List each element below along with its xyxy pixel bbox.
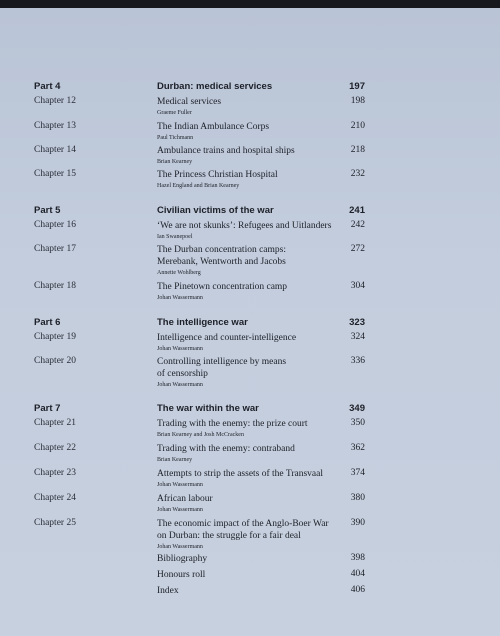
endmatter-title: Bibliography bbox=[157, 554, 208, 564]
chapter-label: Chapter 17 bbox=[34, 244, 76, 254]
chapter-page: 390 bbox=[350, 518, 365, 528]
chapter-author: Johan Wassermann bbox=[157, 382, 203, 388]
chapter-author: Johan Wassermann bbox=[157, 507, 203, 513]
chapter-title-line: Trading with the enemy: contraband bbox=[157, 444, 295, 454]
toc-page bbox=[0, 8, 500, 636]
part-label: Part 5 bbox=[34, 205, 61, 216]
chapter-label: Chapter 23 bbox=[34, 468, 76, 478]
chapter-title bbox=[157, 468, 352, 490]
part-title: Civilian victims of the war bbox=[157, 205, 274, 216]
chapter-author: Paul Tichmann bbox=[157, 135, 194, 141]
chapter-label: Chapter 19 bbox=[34, 332, 76, 342]
chapter-author: Graeme Fuller bbox=[157, 110, 192, 116]
part-title: Durban: medical services bbox=[157, 81, 273, 92]
chapter-title-line: Trading with the enemy: the prize court bbox=[157, 419, 308, 429]
chapter-label: Chapter 15 bbox=[34, 169, 76, 179]
chapter-page: 362 bbox=[350, 443, 365, 453]
part-label: Part 7 bbox=[34, 403, 61, 414]
chapter-title bbox=[157, 220, 352, 242]
chapter-author: Brian Kearney and Josh McCracken bbox=[157, 432, 244, 438]
chapter-author: Hazel England and Brian Kearney bbox=[157, 183, 240, 189]
part-label: Part 4 bbox=[34, 81, 61, 92]
chapter-page: 304 bbox=[350, 281, 365, 291]
part-page: 197 bbox=[349, 81, 365, 92]
chapter-title-line: Controlling intelligence by means bbox=[157, 357, 287, 367]
chapter-page: 272 bbox=[350, 244, 365, 254]
chapter-title-line: Intelligence and counter-intelligence bbox=[157, 333, 297, 343]
chapter-page: 324 bbox=[350, 332, 365, 342]
chapter-label: Chapter 21 bbox=[34, 418, 76, 428]
chapter-page: 232 bbox=[350, 169, 365, 179]
chapter-title bbox=[157, 332, 342, 354]
chapter-title-line: of censorship bbox=[157, 369, 208, 379]
chapter-page: 380 bbox=[350, 493, 365, 503]
part-page: 241 bbox=[349, 205, 365, 216]
chapter-page: 198 bbox=[350, 96, 365, 106]
part-title: The intelligence war bbox=[157, 317, 248, 328]
chapter-title-line: The Indian Ambulance Corps bbox=[157, 122, 270, 132]
chapter-title bbox=[157, 418, 342, 440]
chapter-label: Chapter 12 bbox=[34, 96, 76, 106]
part-page: 349 bbox=[349, 403, 365, 414]
chapter-title-line: ‘We are not skunks’: Refugees and Uitlanders bbox=[157, 221, 332, 231]
chapter-label: Chapter 20 bbox=[34, 356, 76, 366]
chapter-title-line: The Durban concentration camps: bbox=[157, 245, 286, 255]
chapter-page: 210 bbox=[350, 121, 365, 131]
part-title: The war within the war bbox=[157, 403, 259, 414]
chapter-page: 242 bbox=[350, 220, 365, 230]
chapter-title bbox=[157, 96, 342, 118]
chapter-page: 374 bbox=[350, 468, 365, 478]
chapter-title bbox=[157, 281, 342, 303]
chapter-author: Brian Kearney bbox=[157, 159, 193, 165]
part-page: 323 bbox=[349, 317, 365, 328]
chapter-title bbox=[157, 145, 342, 167]
chapter-title-line: Attempts to strip the assets of the Transvaal bbox=[157, 469, 323, 479]
chapter-title-line: The Pinetown concentration camp bbox=[157, 282, 288, 292]
chapter-title bbox=[157, 518, 352, 552]
chapter-title bbox=[157, 121, 342, 143]
endmatter-page: 406 bbox=[350, 585, 365, 595]
endmatter-page: 398 bbox=[350, 553, 365, 563]
chapter-label: Chapter 13 bbox=[34, 121, 76, 131]
chapter-author: Annette Wohlberg bbox=[157, 270, 201, 276]
chapter-title-line: on Durban: the struggle for a fair deal bbox=[157, 531, 301, 541]
chapter-author: Johan Wassermann bbox=[157, 544, 203, 550]
chapter-title bbox=[157, 169, 342, 191]
chapter-title bbox=[157, 356, 342, 390]
chapter-label: Chapter 22 bbox=[34, 443, 76, 453]
chapter-label: Chapter 16 bbox=[34, 220, 76, 230]
chapter-page: 218 bbox=[350, 145, 365, 155]
chapter-page: 336 bbox=[350, 356, 365, 366]
chapter-author: Ian Swanepoel bbox=[157, 234, 193, 240]
chapter-page: 350 bbox=[350, 418, 365, 428]
part-label: Part 6 bbox=[34, 317, 61, 328]
chapter-label: Chapter 18 bbox=[34, 281, 76, 291]
chapter-title bbox=[157, 493, 342, 515]
chapter-label: Chapter 14 bbox=[34, 145, 76, 155]
chapter-title-line: The Princess Christian Hospital bbox=[157, 170, 278, 180]
chapter-title bbox=[157, 244, 342, 278]
chapter-author: Johan Wassermann bbox=[157, 295, 203, 301]
chapter-title-line: Ambulance trains and hospital ships bbox=[157, 146, 295, 156]
chapter-title-line: Medical services bbox=[157, 97, 222, 107]
chapter-label: Chapter 25 bbox=[34, 518, 76, 528]
chapter-title-line: Merebank, Wentworth and Jacobs bbox=[157, 257, 286, 267]
endmatter-title: Honours roll bbox=[157, 570, 206, 580]
endmatter-title: Index bbox=[157, 586, 179, 596]
chapter-title-line: The economic impact of the Anglo-Boer War bbox=[157, 519, 329, 529]
chapter-label: Chapter 24 bbox=[34, 493, 76, 503]
chapter-author: Johan Wassermann bbox=[157, 346, 203, 352]
endmatter-page: 404 bbox=[350, 569, 365, 579]
chapter-title-line: African labour bbox=[157, 494, 213, 504]
chapter-author: Brian Kearney bbox=[157, 457, 193, 463]
chapter-title bbox=[157, 443, 342, 465]
chapter-author: Johan Wassermann bbox=[157, 482, 203, 488]
